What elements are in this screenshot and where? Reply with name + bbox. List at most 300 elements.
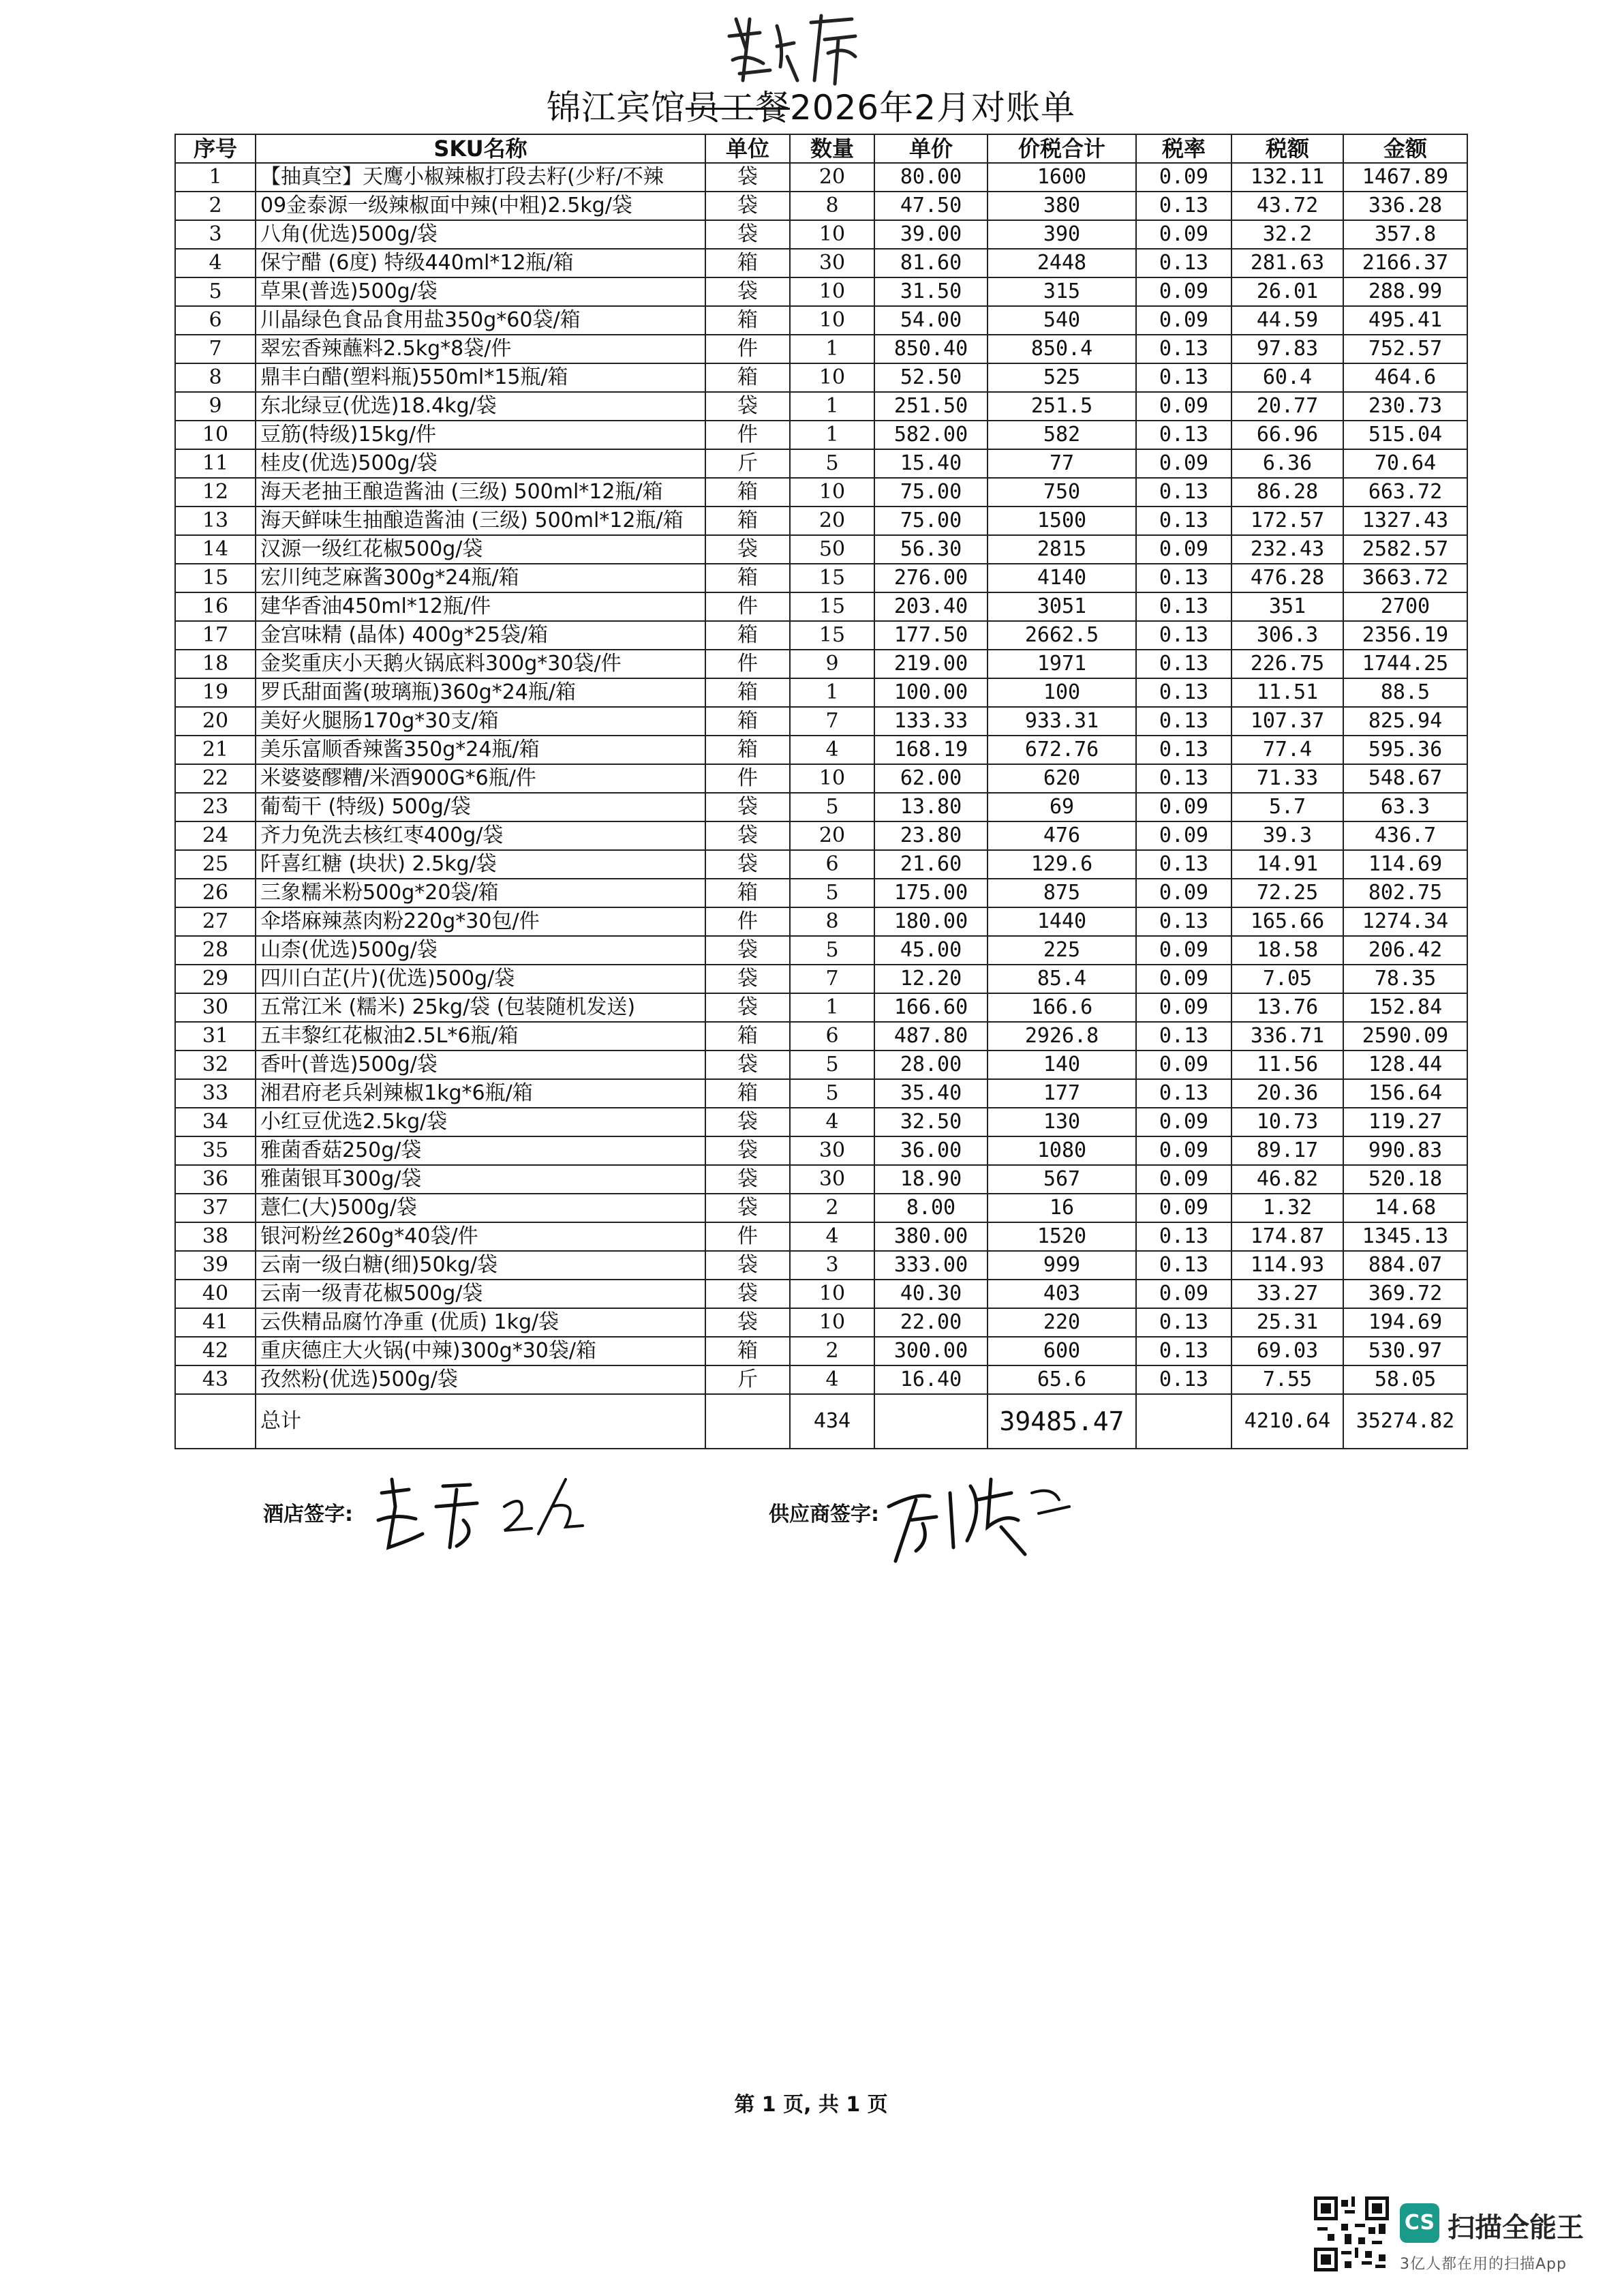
net-amount-cell: 128.44: [1343, 1051, 1467, 1079]
row-number-cell: 28: [175, 936, 256, 965]
quantity-cell: 5: [790, 936, 874, 965]
total-empty-cell: [175, 1394, 256, 1449]
table-row: [175, 1251, 1467, 1280]
unit-cell: 件: [705, 907, 790, 936]
net-amount-cell: 752.57: [1343, 335, 1467, 363]
sku-name-cell: 山柰(优选)500g/袋: [256, 936, 705, 965]
unit-cell: 件: [705, 650, 790, 678]
row-number-cell: 16: [175, 592, 256, 621]
net-amount-cell: 88.5: [1343, 678, 1467, 707]
net-amount-cell: 63.3: [1343, 793, 1467, 821]
table-row: [175, 535, 1467, 564]
tax-rate-cell: 0.09: [1136, 1051, 1231, 1079]
amount-with-tax-cell: 77: [988, 449, 1136, 478]
net-amount-cell: 1327.43: [1343, 507, 1467, 535]
amount-with-tax-cell: 750: [988, 478, 1136, 507]
quantity-cell: 30: [790, 1165, 874, 1194]
table-row: [175, 707, 1467, 736]
supplier-signature-label: 供应商签字:: [769, 1502, 879, 1526]
table-row: [175, 192, 1467, 220]
tax-rate-cell: 0.09: [1136, 306, 1231, 335]
sku-name-cell: 宏川纯芝麻酱300g*24瓶/箱: [256, 564, 705, 592]
row-number-cell: 8: [175, 363, 256, 392]
sku-name-cell: 保宁醋 (6度) 特级440ml*12瓶/箱: [256, 249, 705, 277]
net-amount-cell: 206.42: [1343, 936, 1467, 965]
quantity-cell: 6: [790, 850, 874, 879]
amount-with-tax-cell: 85.4: [988, 965, 1136, 993]
tax-rate-cell: 0.13: [1136, 1308, 1231, 1337]
row-number-cell: 9: [175, 392, 256, 421]
sku-name-cell: 罗氏甜面酱(玻璃瓶)360g*24瓶/箱: [256, 678, 705, 707]
tax-amount-cell: 86.28: [1231, 478, 1343, 507]
tax-amount-cell: 6.36: [1231, 449, 1343, 478]
tax-rate-cell: 0.09: [1136, 993, 1231, 1022]
tax-rate-cell: 0.13: [1136, 335, 1231, 363]
net-amount-cell: 884.07: [1343, 1251, 1467, 1280]
sku-name-cell: 草果(普选)500g/袋: [256, 277, 705, 306]
column-header: 金额: [1343, 134, 1467, 163]
net-amount-cell: 1345.13: [1343, 1222, 1467, 1251]
sku-name-cell: 香叶(普选)500g/袋: [256, 1051, 705, 1079]
unit-price-cell: 380.00: [874, 1222, 988, 1251]
net-amount-cell: 119.27: [1343, 1108, 1467, 1136]
quantity-cell: 10: [790, 220, 874, 249]
net-amount-cell: 58.05: [1343, 1365, 1467, 1394]
row-number-cell: 38: [175, 1222, 256, 1251]
document-title: [0, 80, 1622, 130]
unit-price-cell: 180.00: [874, 907, 988, 936]
sku-name-cell: 建华香油450ml*12瓶/件: [256, 592, 705, 621]
unit-cell: 箱: [705, 621, 790, 650]
amount-with-tax-cell: 2448: [988, 249, 1136, 277]
quantity-cell: 3: [790, 1251, 874, 1280]
table-row: [175, 965, 1467, 993]
amount-with-tax-cell: 2926.8: [988, 1022, 1136, 1051]
tax-amount-cell: 14.91: [1231, 850, 1343, 879]
amount-with-tax-cell: 140: [988, 1051, 1136, 1079]
net-amount-cell: 464.6: [1343, 363, 1467, 392]
quantity-cell: 10: [790, 764, 874, 793]
unit-price-cell: 333.00: [874, 1251, 988, 1280]
column-header: 税率: [1136, 134, 1231, 163]
tax-amount-cell: 7.05: [1231, 965, 1343, 993]
tax-amount-cell: 174.87: [1231, 1222, 1343, 1251]
table-row: [175, 449, 1467, 478]
net-amount-cell: 802.75: [1343, 879, 1467, 907]
sku-name-cell: 海天鲜味生抽酿造酱油 (三级) 500ml*12瓶/箱: [256, 507, 705, 535]
quantity-cell: 7: [790, 965, 874, 993]
sku-name-cell: 云南一级白糖(细)50kg/袋: [256, 1251, 705, 1280]
unit-cell: 袋: [705, 1308, 790, 1337]
tax-amount-cell: 132.11: [1231, 163, 1343, 192]
tax-amount-cell: 20.36: [1231, 1079, 1343, 1108]
amount-with-tax-cell: 620: [988, 764, 1136, 793]
table-row: [175, 907, 1467, 936]
tax-rate-cell: 0.13: [1136, 764, 1231, 793]
amount-with-tax-cell: 16: [988, 1194, 1136, 1222]
sku-name-cell: 银河粉丝260g*40袋/件: [256, 1222, 705, 1251]
tax-amount-cell: 25.31: [1231, 1308, 1343, 1337]
net-amount-cell: 357.8: [1343, 220, 1467, 249]
amount-with-tax-cell: 525: [988, 363, 1136, 392]
unit-cell: 袋: [705, 821, 790, 850]
tax-rate-cell: 0.13: [1136, 678, 1231, 707]
amount-with-tax-cell: 65.6: [988, 1365, 1136, 1394]
sku-name-cell: 五常江米 (糯米) 25kg/袋 (包装随机发送): [256, 993, 705, 1022]
row-number-cell: 22: [175, 764, 256, 793]
quantity-cell: 10: [790, 1280, 874, 1308]
quantity-cell: 5: [790, 1079, 874, 1108]
unit-price-cell: 850.40: [874, 335, 988, 363]
unit-cell: 袋: [705, 277, 790, 306]
tax-rate-cell: 0.13: [1136, 564, 1231, 592]
table-row: [175, 421, 1467, 449]
tax-amount-cell: 172.57: [1231, 507, 1343, 535]
row-number-cell: 24: [175, 821, 256, 850]
sku-name-cell: 金宫味精 (晶体) 400g*25袋/箱: [256, 621, 705, 650]
net-amount-cell: 495.41: [1343, 306, 1467, 335]
tax-rate-cell: 0.09: [1136, 965, 1231, 993]
row-number-cell: 32: [175, 1051, 256, 1079]
amount-with-tax-cell: 540: [988, 306, 1136, 335]
quantity-cell: 7: [790, 707, 874, 736]
sku-name-cell: 鼎丰白醋(塑料瓶)550ml*15瓶/箱: [256, 363, 705, 392]
net-amount-cell: 1744.25: [1343, 650, 1467, 678]
tax-amount-cell: 44.59: [1231, 306, 1343, 335]
table-header-row: [175, 134, 1467, 163]
row-number-cell: 6: [175, 306, 256, 335]
net-amount-cell: 14.68: [1343, 1194, 1467, 1222]
title-struck-text: 员工餐: [685, 88, 790, 127]
net-amount-cell: 156.64: [1343, 1079, 1467, 1108]
table-row: [175, 1337, 1467, 1365]
amount-with-tax-cell: 850.4: [988, 335, 1136, 363]
sku-name-cell: 五丰黎红花椒油2.5L*6瓶/箱: [256, 1022, 705, 1051]
quantity-cell: 1: [790, 421, 874, 449]
quantity-cell: 4: [790, 736, 874, 764]
sku-name-cell: 桂皮(优选)500g/袋: [256, 449, 705, 478]
tax-rate-cell: 0.13: [1136, 592, 1231, 621]
row-number-cell: 34: [175, 1108, 256, 1136]
amount-with-tax-cell: 390: [988, 220, 1136, 249]
tax-rate-cell: 0.13: [1136, 1022, 1231, 1051]
quantity-cell: 20: [790, 821, 874, 850]
amount-with-tax-cell: 177: [988, 1079, 1136, 1108]
table-row: [175, 335, 1467, 363]
sku-name-cell: 美好火腿肠170g*30支/箱: [256, 707, 705, 736]
net-amount-cell: 2166.37: [1343, 249, 1467, 277]
total-quantity: 434: [790, 1394, 874, 1449]
column-header: 税额: [1231, 134, 1343, 163]
total-row: [175, 1394, 1467, 1449]
tax-rate-cell: 0.09: [1136, 220, 1231, 249]
unit-price-cell: 16.40: [874, 1365, 988, 1394]
unit-cell: 袋: [705, 936, 790, 965]
tax-amount-cell: 97.83: [1231, 335, 1343, 363]
quantity-cell: 10: [790, 277, 874, 306]
amount-with-tax-cell: 1600: [988, 163, 1136, 192]
unit-price-cell: 276.00: [874, 564, 988, 592]
sku-name-cell: 齐力免洗去核红枣400g/袋: [256, 821, 705, 850]
unit-cell: 箱: [705, 249, 790, 277]
unit-cell: 斤: [705, 1365, 790, 1394]
unit-price-cell: 251.50: [874, 392, 988, 421]
net-amount-cell: 1467.89: [1343, 163, 1467, 192]
table-row: [175, 764, 1467, 793]
column-header: 价税合计: [988, 134, 1136, 163]
sku-name-cell: 四川白芷(片)(优选)500g/袋: [256, 965, 705, 993]
tax-rate-cell: 0.09: [1136, 1108, 1231, 1136]
row-number-cell: 37: [175, 1194, 256, 1222]
table-row: [175, 793, 1467, 821]
row-number-cell: 35: [175, 1136, 256, 1165]
tax-amount-cell: 66.96: [1231, 421, 1343, 449]
table-row: [175, 220, 1467, 249]
quantity-cell: 15: [790, 592, 874, 621]
quantity-cell: 30: [790, 249, 874, 277]
unit-price-cell: 166.60: [874, 993, 988, 1022]
row-number-cell: 31: [175, 1022, 256, 1051]
table-row: [175, 163, 1467, 192]
row-number-cell: 21: [175, 736, 256, 764]
net-amount-cell: 2582.57: [1343, 535, 1467, 564]
unit-price-cell: 175.00: [874, 879, 988, 907]
amount-with-tax-cell: 476: [988, 821, 1136, 850]
unit-price-cell: 203.40: [874, 592, 988, 621]
net-amount-cell: 3663.72: [1343, 564, 1467, 592]
tax-rate-cell: 0.09: [1136, 163, 1231, 192]
net-amount-cell: 194.69: [1343, 1308, 1467, 1337]
unit-cell: 袋: [705, 1136, 790, 1165]
sku-name-cell: 云南一级青花椒500g/袋: [256, 1280, 705, 1308]
quantity-cell: 4: [790, 1222, 874, 1251]
amount-with-tax-cell: 999: [988, 1251, 1136, 1280]
unit-cell: 袋: [705, 192, 790, 220]
tax-amount-cell: 32.2: [1231, 220, 1343, 249]
table-row: [175, 392, 1467, 421]
unit-price-cell: 56.30: [874, 535, 988, 564]
table-row: [175, 678, 1467, 707]
quantity-cell: 1: [790, 335, 874, 363]
row-number-cell: 42: [175, 1337, 256, 1365]
unit-price-cell: 62.00: [874, 764, 988, 793]
unit-price-cell: 487.80: [874, 1022, 988, 1051]
unit-cell: 袋: [705, 1108, 790, 1136]
net-amount-cell: 825.94: [1343, 707, 1467, 736]
sku-name-cell: 美乐富顺香辣酱350g*24瓶/箱: [256, 736, 705, 764]
quantity-cell: 10: [790, 1308, 874, 1337]
tax-amount-cell: 89.17: [1231, 1136, 1343, 1165]
unit-price-cell: 219.00: [874, 650, 988, 678]
quantity-cell: 10: [790, 363, 874, 392]
sku-name-cell: 阡喜红糖 (块状) 2.5kg/袋: [256, 850, 705, 879]
tax-amount-cell: 33.27: [1231, 1280, 1343, 1308]
row-number-cell: 1: [175, 163, 256, 192]
tax-rate-cell: 0.09: [1136, 821, 1231, 850]
amount-with-tax-cell: 3051: [988, 592, 1136, 621]
tax-amount-cell: 114.93: [1231, 1251, 1343, 1280]
net-amount-cell: 663.72: [1343, 478, 1467, 507]
tax-amount-cell: 226.75: [1231, 650, 1343, 678]
table-row: [175, 879, 1467, 907]
unit-price-cell: 15.40: [874, 449, 988, 478]
table-row: [175, 821, 1467, 850]
net-amount-cell: 990.83: [1343, 1136, 1467, 1165]
quantity-cell: 10: [790, 478, 874, 507]
tax-rate-cell: 0.09: [1136, 535, 1231, 564]
tax-amount-cell: 69.03: [1231, 1337, 1343, 1365]
tax-amount-cell: 336.71: [1231, 1022, 1343, 1051]
table-row: [175, 1165, 1467, 1194]
row-number-cell: 43: [175, 1365, 256, 1394]
unit-cell: 袋: [705, 1051, 790, 1079]
unit-cell: 袋: [705, 1165, 790, 1194]
quantity-cell: 10: [790, 306, 874, 335]
total-empty-cell: [705, 1394, 790, 1449]
amount-with-tax-cell: 2815: [988, 535, 1136, 564]
total-empty-cell: [874, 1394, 988, 1449]
table-row: [175, 478, 1467, 507]
net-amount-cell: 515.04: [1343, 421, 1467, 449]
tax-amount-cell: 26.01: [1231, 277, 1343, 306]
sku-name-cell: 米婆婆醪糟/米酒900G*6瓶/件: [256, 764, 705, 793]
sku-name-cell: 豆筋(特级)15kg/件: [256, 421, 705, 449]
tax-rate-cell: 0.09: [1136, 277, 1231, 306]
row-number-cell: 11: [175, 449, 256, 478]
table-row: [175, 736, 1467, 764]
amount-with-tax-cell: 69: [988, 793, 1136, 821]
tax-amount-cell: 165.66: [1231, 907, 1343, 936]
tax-amount-cell: 11.56: [1231, 1051, 1343, 1079]
tax-rate-cell: 0.13: [1136, 850, 1231, 879]
unit-price-cell: 177.50: [874, 621, 988, 650]
row-number-cell: 2: [175, 192, 256, 220]
unit-price-cell: 22.00: [874, 1308, 988, 1337]
unit-cell: 箱: [705, 678, 790, 707]
tax-amount-cell: 306.3: [1231, 621, 1343, 650]
unit-cell: 件: [705, 335, 790, 363]
quantity-cell: 1: [790, 678, 874, 707]
table-row: [175, 1079, 1467, 1108]
net-amount-cell: 369.72: [1343, 1280, 1467, 1308]
tax-amount-cell: 476.28: [1231, 564, 1343, 592]
amount-with-tax-cell: 1440: [988, 907, 1136, 936]
amount-with-tax-cell: 166.6: [988, 993, 1136, 1022]
unit-cell: 箱: [705, 507, 790, 535]
tax-rate-cell: 0.09: [1136, 1136, 1231, 1165]
sku-name-cell: 东北绿豆(优选)18.4kg/袋: [256, 392, 705, 421]
table-row: [175, 592, 1467, 621]
row-number-cell: 30: [175, 993, 256, 1022]
unit-cell: 袋: [705, 1194, 790, 1222]
sku-name-cell: 小红豆优选2.5kg/袋: [256, 1108, 705, 1136]
amount-with-tax-cell: 672.76: [988, 736, 1136, 764]
row-number-cell: 14: [175, 535, 256, 564]
tax-amount-cell: 7.55: [1231, 1365, 1343, 1394]
quantity-cell: 4: [790, 1365, 874, 1394]
tax-amount-cell: 232.43: [1231, 535, 1343, 564]
table-row: [175, 363, 1467, 392]
tax-amount-cell: 72.25: [1231, 879, 1343, 907]
net-amount-cell: 2590.09: [1343, 1022, 1467, 1051]
unit-price-cell: 28.00: [874, 1051, 988, 1079]
column-header: 单价: [874, 134, 988, 163]
net-amount-cell: 152.84: [1343, 993, 1467, 1022]
tax-rate-cell: 0.09: [1136, 793, 1231, 821]
tax-amount-cell: 10.73: [1231, 1108, 1343, 1136]
amount-with-tax-cell: 933.31: [988, 707, 1136, 736]
row-number-cell: 15: [175, 564, 256, 592]
table-row: [175, 1280, 1467, 1308]
sku-name-cell: 汉源一级红花椒500g/袋: [256, 535, 705, 564]
quantity-cell: 9: [790, 650, 874, 678]
unit-cell: 箱: [705, 736, 790, 764]
tax-rate-cell: 0.09: [1136, 936, 1231, 965]
table-row: [175, 507, 1467, 535]
unit-price-cell: 168.19: [874, 736, 988, 764]
row-number-cell: 33: [175, 1079, 256, 1108]
tax-rate-cell: 0.13: [1136, 621, 1231, 650]
tax-rate-cell: 0.13: [1136, 1251, 1231, 1280]
supplier-signature: [875, 1466, 1080, 1568]
row-number-cell: 36: [175, 1165, 256, 1194]
qr-code: [1314, 2196, 1389, 2271]
row-number-cell: 26: [175, 879, 256, 907]
unit-cell: 袋: [705, 392, 790, 421]
amount-with-tax-cell: 130: [988, 1108, 1136, 1136]
row-number-cell: 39: [175, 1251, 256, 1280]
amount-with-tax-cell: 2662.5: [988, 621, 1136, 650]
unit-price-cell: 31.50: [874, 277, 988, 306]
row-number-cell: 5: [175, 277, 256, 306]
table-row: [175, 1222, 1467, 1251]
amount-with-tax-cell: 251.5: [988, 392, 1136, 421]
net-amount-cell: 595.36: [1343, 736, 1467, 764]
unit-price-cell: 75.00: [874, 478, 988, 507]
quantity-cell: 5: [790, 793, 874, 821]
table-row: [175, 1308, 1467, 1337]
row-number-cell: 10: [175, 421, 256, 449]
unit-cell: 件: [705, 421, 790, 449]
tax-amount-cell: 43.72: [1231, 192, 1343, 220]
quantity-cell: 8: [790, 192, 874, 220]
unit-cell: 袋: [705, 220, 790, 249]
unit-price-cell: 54.00: [874, 306, 988, 335]
sku-name-cell: 湘君府老兵剁辣椒1kg*6瓶/箱: [256, 1079, 705, 1108]
quantity-cell: 1: [790, 392, 874, 421]
row-number-cell: 17: [175, 621, 256, 650]
unit-price-cell: 582.00: [874, 421, 988, 449]
unit-price-cell: 18.90: [874, 1165, 988, 1194]
tax-rate-cell: 0.13: [1136, 1337, 1231, 1365]
amount-with-tax-cell: 875: [988, 879, 1136, 907]
row-number-cell: 18: [175, 650, 256, 678]
row-number-cell: 41: [175, 1308, 256, 1337]
unit-price-cell: 32.50: [874, 1108, 988, 1136]
tax-amount-cell: 107.37: [1231, 707, 1343, 736]
unit-price-cell: 8.00: [874, 1194, 988, 1222]
unit-cell: 件: [705, 592, 790, 621]
unit-cell: 袋: [705, 993, 790, 1022]
amount-with-tax-cell: 315: [988, 277, 1136, 306]
unit-cell: 件: [705, 1222, 790, 1251]
tax-rate-cell: 0.13: [1136, 478, 1231, 507]
row-number-cell: 4: [175, 249, 256, 277]
unit-cell: 箱: [705, 1079, 790, 1108]
tax-amount-cell: 11.51: [1231, 678, 1343, 707]
row-number-cell: 40: [175, 1280, 256, 1308]
unit-price-cell: 47.50: [874, 192, 988, 220]
